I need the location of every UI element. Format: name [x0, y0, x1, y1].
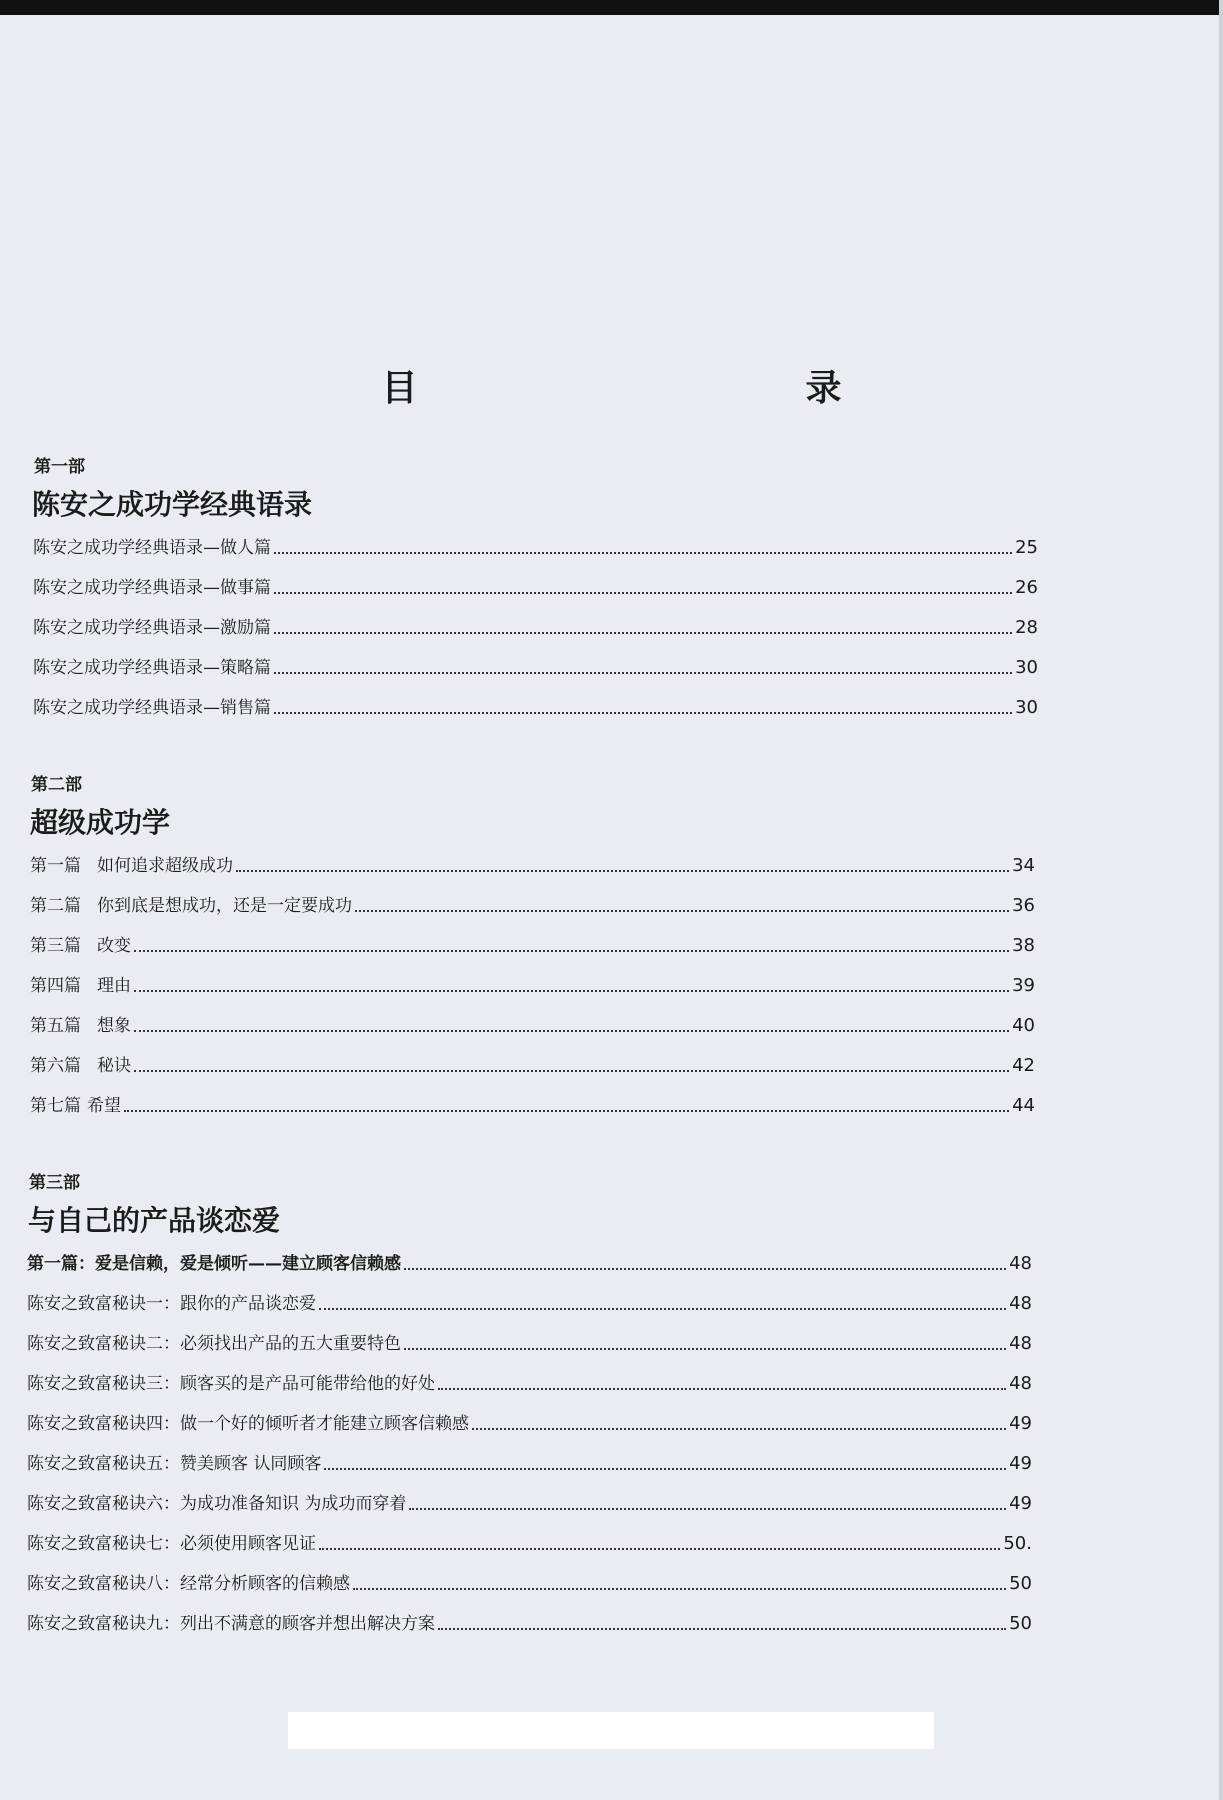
leader-dots — [324, 1468, 1006, 1470]
chapter-number: 第三篇 — [30, 936, 81, 956]
toc-entry[interactable] — [30, 966, 1035, 996]
part-1-label: 第一部 — [34, 457, 85, 477]
entry-text: 想象 — [97, 1016, 131, 1036]
leader-dots — [124, 1110, 1009, 1112]
entry-text: 陈安之致富秘诀八：经常分析顾客的信赖感 — [27, 1574, 350, 1594]
entry-page-number: 50 — [1009, 1573, 1032, 1594]
toc-entry[interactable] — [27, 1564, 1032, 1594]
entry-text: 陈安之致富秘诀四：做一个好的倾听者才能建立顾客信赖感 — [27, 1414, 469, 1434]
leader-dots — [353, 1588, 1006, 1590]
entry-page-number: 38 — [1012, 935, 1035, 956]
chapter-number: 第一篇 — [30, 856, 81, 876]
toc-entry[interactable] — [27, 1324, 1032, 1354]
chapter-number: 第六篇 — [30, 1056, 81, 1076]
toc-entry[interactable] — [27, 1604, 1032, 1634]
entry-text: 陈安之成功学经典语录—做人篇 — [33, 538, 271, 558]
leader-dots — [134, 950, 1009, 952]
entry-page-number: 36 — [1012, 895, 1035, 916]
entry-page-number: 25 — [1015, 537, 1038, 558]
chapter-number: 第四篇 — [30, 976, 81, 996]
leader-dots — [134, 1070, 1009, 1072]
leader-dots — [274, 552, 1012, 554]
entry-page-number: 30 — [1015, 657, 1038, 678]
entry-page-number: 42 — [1012, 1055, 1035, 1076]
entry-text: 希望 — [87, 1096, 121, 1116]
entry-page-number: 44 — [1012, 1095, 1035, 1116]
entry-text: 改变 — [97, 936, 131, 956]
toc-entry[interactable] — [30, 1006, 1035, 1036]
entry-page-number: 50 — [1009, 1613, 1032, 1634]
entry-page-number: 34 — [1012, 855, 1035, 876]
chapter-number: 第二篇 — [30, 896, 81, 916]
toc-entry[interactable] — [27, 1484, 1032, 1514]
toc-entry[interactable] — [33, 688, 1038, 718]
entry-page-number: 28 — [1015, 617, 1038, 638]
toc-entry[interactable] — [27, 1284, 1032, 1314]
leader-dots — [472, 1428, 1006, 1430]
leader-dots — [404, 1348, 1006, 1350]
toc-entry[interactable] — [33, 608, 1038, 638]
entry-page-number: 49 — [1009, 1453, 1032, 1474]
entry-text: 陈安之致富秘诀一：跟你的产品谈恋爱 — [27, 1294, 316, 1314]
toc-entry[interactable] — [33, 528, 1038, 558]
leader-dots — [274, 672, 1012, 674]
toc-entry[interactable] — [33, 568, 1038, 598]
entry-page-number: 49 — [1009, 1493, 1032, 1514]
leader-dots — [409, 1508, 1006, 1510]
entry-text: 陈安之致富秘诀二：必须找出产品的五大重要特色 — [27, 1334, 401, 1354]
entry-text: 陈安之成功学经典语录—策略篇 — [33, 658, 271, 678]
part-3-title: 与自己的产品谈恋爱 — [28, 1204, 281, 1237]
leader-dots — [319, 1548, 1000, 1550]
leader-dots — [319, 1308, 1006, 1310]
toc-entry[interactable] — [27, 1444, 1032, 1474]
toc-entry[interactable] — [33, 648, 1038, 678]
leader-dots — [274, 712, 1012, 714]
leader-dots — [236, 870, 1009, 872]
entry-text: 陈安之成功学经典语录—激励篇 — [33, 618, 271, 638]
entry-page-number: 48 — [1009, 1373, 1032, 1394]
entry-page-number: 49 — [1009, 1413, 1032, 1434]
toc-entry[interactable] — [27, 1364, 1032, 1394]
toc-entry[interactable] — [30, 926, 1035, 956]
toc-entry[interactable] — [27, 1524, 1032, 1554]
entry-page-number: 40 — [1012, 1015, 1035, 1036]
entry-page-number: 39 — [1012, 975, 1035, 996]
toc-entry[interactable] — [30, 1086, 1035, 1116]
entry-text: 第一篇：爱是信赖，爱是倾听——建立顾客信赖感 — [27, 1254, 401, 1274]
leader-dots — [438, 1628, 1006, 1630]
entry-page-number: 26 — [1015, 577, 1038, 598]
entry-page-number: 48 — [1009, 1253, 1032, 1274]
entry-page-number: 48 — [1009, 1333, 1032, 1354]
entry-text: 陈安之致富秘诀三：顾客买的是产品可能带给他的好处 — [27, 1374, 435, 1394]
entry-page-number: 30 — [1015, 697, 1038, 718]
entry-text: 陈安之成功学经典语录—销售篇 — [33, 698, 271, 718]
toc-title: 目 录 — [381, 368, 912, 409]
entry-text: 如何追求超级成功 — [97, 856, 233, 876]
entry-text: 陈安之致富秘诀七：必须使用顾客见证 — [27, 1534, 316, 1554]
entry-text: 陈安之致富秘诀九：列出不满意的顾客并想出解决方案 — [27, 1614, 435, 1634]
entry-text: 陈安之成功学经典语录—做事篇 — [33, 578, 271, 598]
toc-entry[interactable] — [30, 886, 1035, 916]
part-2-label: 第二部 — [31, 775, 82, 795]
toc-entry[interactable] — [27, 1244, 1032, 1274]
entry-text: 陈安之致富秘诀六：为成功准备知识 为成功而穿着 — [27, 1494, 407, 1514]
part-3-label: 第三部 — [29, 1173, 80, 1193]
entry-text: 秘诀 — [97, 1056, 131, 1076]
entry-page-number: 48 — [1009, 1293, 1032, 1314]
part-2-title: 超级成功学 — [30, 806, 171, 839]
leader-dots — [134, 990, 1009, 992]
toc-entry[interactable] — [27, 1404, 1032, 1434]
leader-dots — [274, 592, 1012, 594]
entry-text: 你到底是想成功，还是一定要成功 — [97, 896, 352, 916]
leader-dots — [134, 1030, 1009, 1032]
leader-dots — [274, 632, 1012, 634]
part-1-title: 陈安之成功学经典语录 — [32, 488, 313, 521]
leader-dots — [438, 1388, 1006, 1390]
chapter-number: 第五篇 — [30, 1016, 81, 1036]
entry-text: 陈安之致富秘诀五：赞美顾客 认同顾客 — [27, 1454, 322, 1474]
toc-entry[interactable] — [30, 1046, 1035, 1076]
chapter-number: 第七篇 — [30, 1096, 81, 1116]
entry-page-number: 50. — [1003, 1533, 1032, 1554]
leader-dots — [355, 910, 1009, 912]
blank-footer-box — [288, 1712, 934, 1749]
toc-entry[interactable] — [30, 846, 1035, 876]
entry-text: 理由 — [97, 976, 131, 996]
leader-dots — [404, 1268, 1006, 1270]
